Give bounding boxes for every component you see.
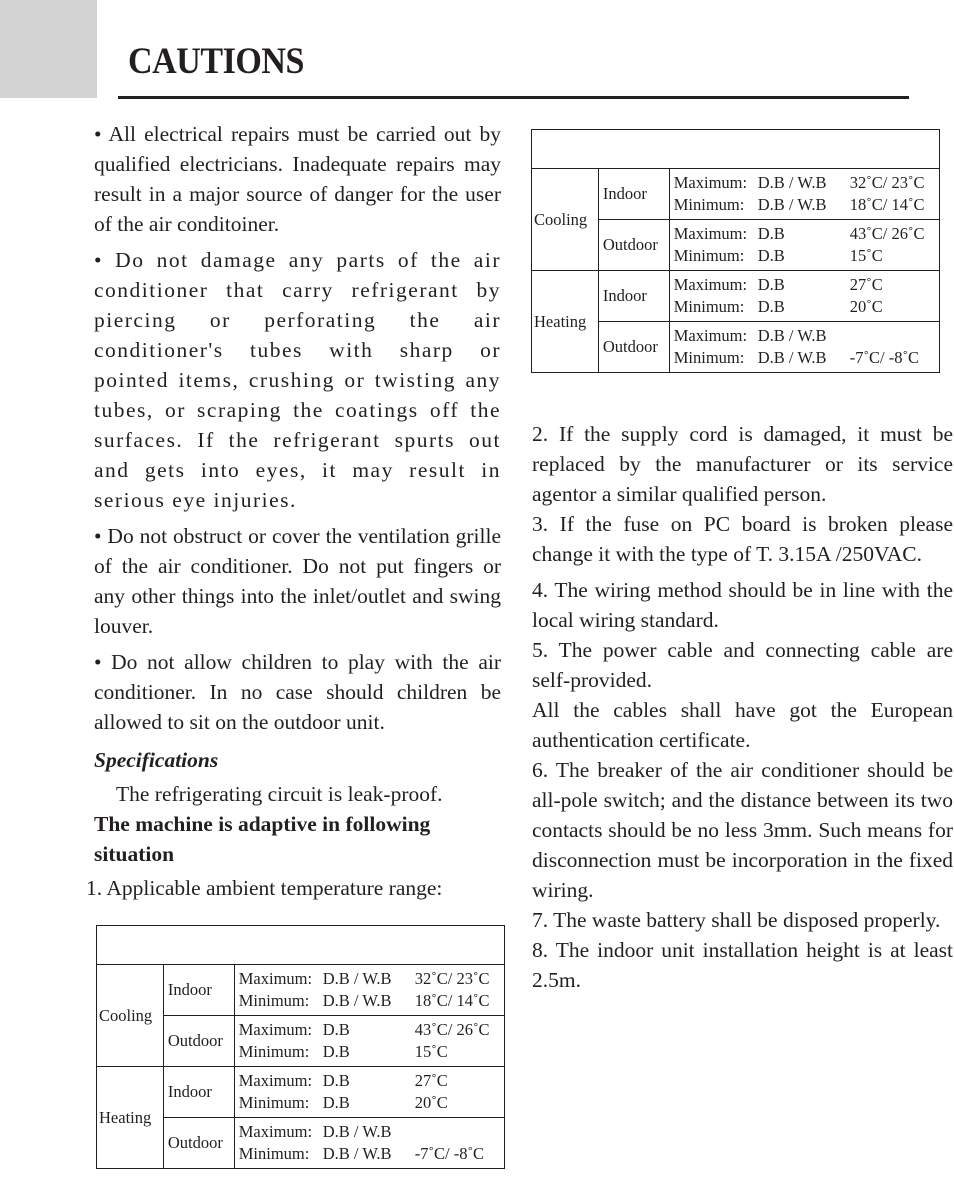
item-waste-battery: 7. The waste battery shall be disposed properly. xyxy=(532,908,941,932)
value-cell: Maximum: D.B 27˚C Minimum: D.B 20˚C xyxy=(669,271,939,322)
location-outdoor: Outdoor xyxy=(598,322,669,373)
item-wiring-method: 4. The wiring method should be in line with the local wiring standard. xyxy=(532,578,953,632)
caution-ventilation: • Do not obstruct or cover the ventilation grille of the air conditioner. Do not put fingers or any other things into the inlet/outlet and swing louver. xyxy=(94,524,501,638)
location-indoor: Indoor xyxy=(598,169,669,220)
adaptive-heading: The machine is adaptive in following situation xyxy=(94,812,431,866)
page-tab-marker xyxy=(0,0,97,98)
value-cell: Maximum: D.B 43˚C/ 26˚C Minimum: D.B 15˚C xyxy=(234,1016,504,1067)
item-breaker: 6. The breaker of the air conditioner should be all-pole switch; and the distance between its two contacts should be no less 3mm. Such means for disconnection must be incorporation in the fixed wiring. xyxy=(532,758,953,902)
value-cell: Maximum: D.B / W.B Minimum: D.B / W.B -7˚C/ -8˚C xyxy=(234,1118,504,1169)
page-title: CAUTIONS xyxy=(128,41,305,82)
mode-cooling: Cooling xyxy=(532,169,599,271)
table-header xyxy=(97,926,505,965)
item-power-cable: 5. The power cable and connecting cable are self-provided. xyxy=(532,638,953,692)
item-cable-certificate: All the cables shall have got the European authentication certificate. xyxy=(532,698,953,752)
location-indoor: Indoor xyxy=(163,1067,234,1118)
specifications-heading: Specifications xyxy=(94,748,219,772)
value-cell: Maximum: D.B / W.B Minimum: D.B / W.B -7˚C/ -8˚C xyxy=(669,322,939,373)
left-column xyxy=(86,119,501,903)
ambient-range-item: 1. Applicable ambient temperature range: xyxy=(86,876,443,900)
temperature-range-table-right xyxy=(531,129,940,373)
item-fuse: 3. If the fuse on PC board is broken please change it with the type of T. 3.15A /250VAC. xyxy=(532,512,953,566)
value-cell: Maximum: D.B / W.B 32˚C/ 23˚C Minimum: D.B / W.B 18˚C/ 14˚C xyxy=(669,169,939,220)
location-indoor: Indoor xyxy=(163,965,234,1016)
location-outdoor: Outdoor xyxy=(163,1118,234,1169)
leak-proof-text: The refrigerating circuit is leak-proof. xyxy=(116,782,443,806)
value-cell: Maximum: D.B / W.B 32˚C/ 23˚C Minimum: D.B / W.B 18˚C/ 14˚C xyxy=(234,965,504,1016)
caution-electrical-repairs: • All electrical repairs must be carried out by qualified electricians. Inadequate repairs may result in a major source of danger for the user of the air conditoiner. xyxy=(94,122,501,236)
mode-cooling: Cooling xyxy=(97,965,164,1067)
temperature-range-table-left xyxy=(96,925,505,1169)
location-indoor: Indoor xyxy=(598,271,669,322)
table-header xyxy=(532,130,940,169)
title-divider xyxy=(118,96,909,99)
location-outdoor: Outdoor xyxy=(163,1016,234,1067)
value-cell: Maximum: D.B 27˚C Minimum: D.B 20˚C xyxy=(234,1067,504,1118)
location-outdoor: Outdoor xyxy=(598,220,669,271)
mode-heating: Heating xyxy=(532,271,599,373)
mode-heating: Heating xyxy=(97,1067,164,1169)
right-column xyxy=(532,419,953,995)
caution-refrigerant-parts: • Do not damage any parts of the air conditioner that carry refrigerant by piercing or perforating the air conditioner's tubes with sharp or pointed items, crushing or twisting any tubes, or scraping the coatings off the surfaces. If the refrigerant spurts out and gets into eyes, it may result in serious eye injuries. xyxy=(94,248,501,512)
item-install-height: 8. The indoor unit installation height is at least 2.5m. xyxy=(532,938,953,992)
value-cell: Maximum: D.B 43˚C/ 26˚C Minimum: D.B 15˚C xyxy=(669,220,939,271)
caution-children: • Do not allow children to play with the air conditioner. In no case should children be allowed to sit on the outdoor unit. xyxy=(94,650,501,734)
item-supply-cord: 2. If the supply cord is damaged, it must be replaced by the manufacturer or its service agentor a similar qualified person. xyxy=(532,422,953,506)
